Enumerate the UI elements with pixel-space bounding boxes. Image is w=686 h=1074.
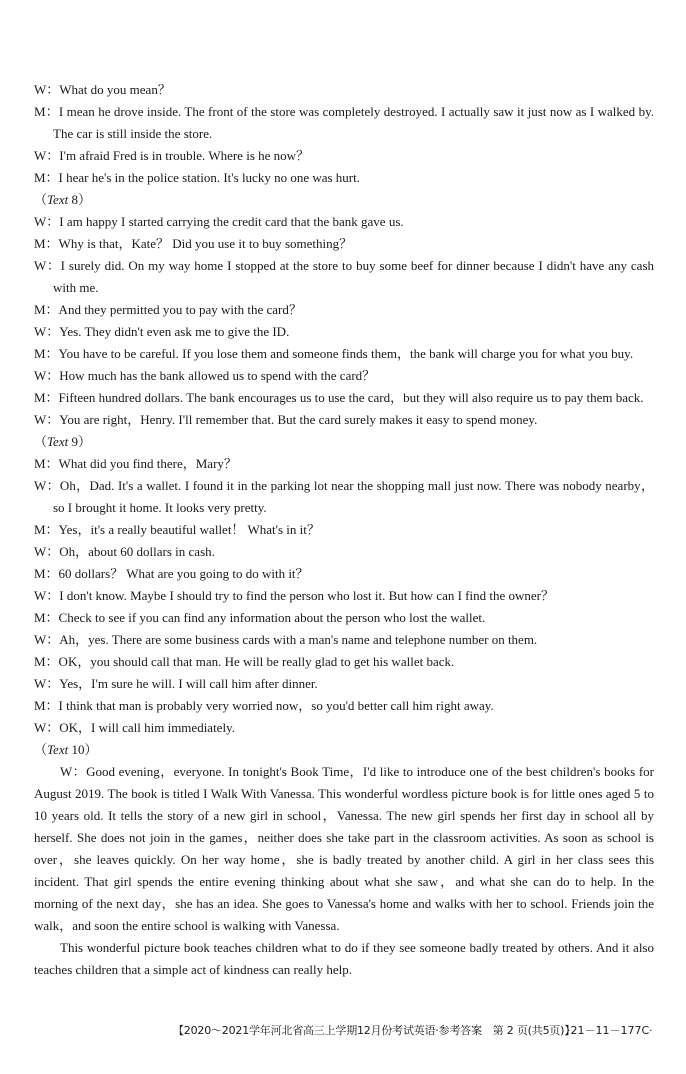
dialogue-line: M：60 dollars？ What are you going to do with it？: [34, 566, 309, 581]
dialogue-line: M：What did you find there，Mary？: [34, 456, 237, 471]
dialogue-line: W：Oh，Dad. It's a wallet. I found it in the parking lot near the shopping mall just now. There was nobody nearby，so I brought it home. It looks very pretty.: [34, 478, 654, 515]
dialogue-line: W：What do you mean？: [34, 82, 171, 97]
title-label: Text: [47, 434, 69, 449]
dialogue-line: M：And they permitted you to pay with the card？: [34, 302, 302, 317]
title-open: （: [34, 192, 48, 207]
monologue-paragraph: This wonderful picture book teaches children what to do if they see someone badly treated by others. And it also teaches children that a simple act of kindness can really help.: [34, 940, 654, 977]
document-body: [34, 79, 654, 981]
dialogue-line: W：Oh，about 60 dollars in cash.: [34, 544, 215, 559]
dialogue-line: W：Yes. They didn't even ask me to give the ID.: [34, 324, 290, 339]
footer-title: 【2020～2021学年河北省高三上学期12月份考试英语·参考答案 第 2 页(共5页)】: [173, 1024, 576, 1037]
dialogue-line: M：I think that man is probably very worried now，so you'd better call him right away.: [34, 698, 494, 713]
dialogue-line: W：Yes，I'm sure he will. I will call him after dinner.: [34, 676, 318, 691]
title-number: 8）: [68, 192, 91, 207]
title-number: 10）: [68, 742, 98, 757]
dialogue-line: M：OK，you should call that man. He will be really glad to get his wallet back.: [34, 654, 455, 669]
dialogue-line: M：Why is that，Kate？ Did you use it to buy something？: [34, 236, 353, 251]
dialogue-line: M：You have to be careful. If you lose them and someone finds them，the bank will charge you for what you buy.: [34, 346, 634, 361]
title-label: Text: [47, 192, 69, 207]
title-number: 9）: [68, 434, 91, 449]
monologue-paragraph: W：Good evening，everyone. In tonight's Book Time，I'd like to introduce one of the best children's books for August 2019. The book is titled I Walk With Vanessa. This wonderful wordless picture book is for little ones aged 5 to 10 years old. It tells the story of a new girl in school，Vanessa. The new girl spends her first day in school all by herself. She does not join in the games，neither does she take part in the classroom activities. As soon as school is over，she leaves quickly. On her way home，she is badly treated by another child. A girl in her class sees this incident. That girl spends the entire evening thinking about what she saw，and what she can do to help. In the morning of the next day，she has an idea. She goes to Vanessa's home and walks with her to school. Friends join the walk，and soon the entire school is walking with Vanessa.: [34, 764, 654, 933]
dialogue-line: M：I hear he's in the police station. It's lucky no one was hurt.: [34, 170, 361, 185]
title-open: （: [34, 434, 48, 449]
section-title-text9: [34, 431, 654, 453]
dialogue-line: W：I am happy I started carrying the credit card that the bank gave us.: [34, 214, 404, 229]
section-title-text10: [34, 739, 654, 761]
dialogue-line: W：I'm afraid Fred is in trouble. Where is he now？: [34, 148, 310, 163]
dialogue-line: W：You are right，Henry. I'll remember that. But the card surely makes it easy to spend money.: [34, 412, 538, 427]
dialogue-line: W：I don't know. Maybe I should try to find the person who lost it. But how can I find the owner？: [34, 588, 554, 603]
dialogue-line: M：I mean he drove inside. The front of the store was completely destroyed. I actually saw it just now as I walked by. The car is still inside the store.: [34, 104, 654, 141]
footer-code: ·21－11－177C·: [567, 1024, 653, 1037]
title-open: （: [34, 742, 48, 757]
dialogue-line: M：Yes，it's a really beautiful wallet！ What's in it？: [34, 522, 320, 537]
section-title-text8: [34, 189, 654, 211]
title-label: Text: [47, 742, 69, 757]
dialogue-line: W：OK，I will call him immediately.: [34, 720, 235, 735]
dialogue-line: M：Check to see if you can find any information about the person who lost the wallet.: [34, 610, 486, 625]
dialogue-line: W：How much has the bank allowed us to spend with the card？: [34, 368, 376, 383]
dialogue-line: W：I surely did. On my way home I stopped at the store to buy some beef for dinner because I didn't have any cash with me.: [34, 258, 654, 295]
dialogue-line: W：Ah，yes. There are some business cards with a man's name and telephone number on them.: [34, 632, 538, 647]
dialogue-line: M：Fifteen hundred dollars. The bank encourages us to use the card，but they will also require us to pay them back.: [34, 390, 644, 405]
